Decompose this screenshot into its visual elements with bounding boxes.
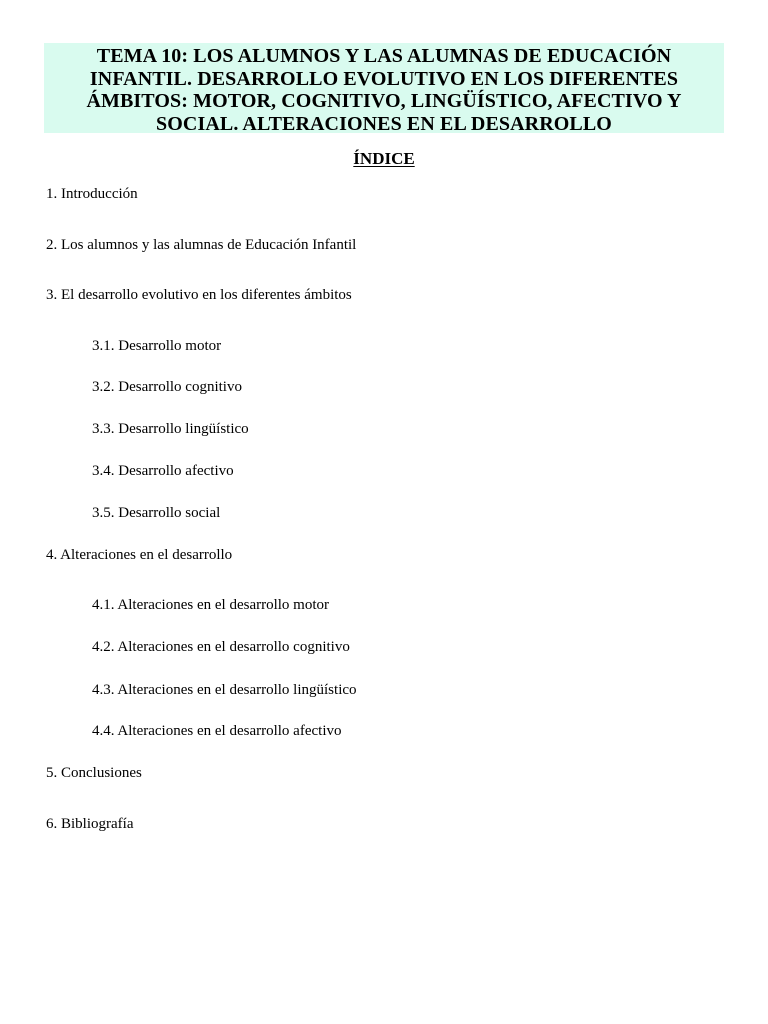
toc-item-desarrollo-evolutivo: 3. El desarrollo evolutivo en los diferentes ámbitos <box>46 287 352 303</box>
toc-item-alumnos: 2. Los alumnos y las alumnas de Educación Infantil <box>46 237 357 253</box>
toc-item-alteraciones-cognitivo: 4.2. Alteraciones en el desarrollo cognitivo <box>92 639 350 655</box>
toc-item-bibliografia: 6. Bibliografía <box>46 816 134 832</box>
toc-item-alteraciones-motor: 4.1. Alteraciones en el desarrollo motor <box>92 597 330 613</box>
toc-item-desarrollo-linguistico: 3.3. Desarrollo lingüístico <box>92 421 249 437</box>
toc-item-conclusiones: 5. Conclusiones <box>46 765 142 781</box>
index-heading: ÍNDICE <box>353 149 415 168</box>
toc-item-desarrollo-social: 3.5. Desarrollo social <box>92 505 221 521</box>
toc-item-introduccion: 1. Introducción <box>46 186 138 202</box>
document-title-box <box>44 43 724 133</box>
toc-item-alteraciones-afectivo: 4.4. Alteraciones en el desarrollo afectivo <box>92 723 342 739</box>
toc-item-desarrollo-cognitivo: 3.2. Desarrollo cognitivo <box>92 379 242 395</box>
document-title-line-3: ÁMBITOS: MOTOR, COGNITIVO, LINGÜÍSTICO, AFECTIVO Y <box>86 90 682 112</box>
toc-item-desarrollo-afectivo: 3.4. Desarrollo afectivo <box>92 463 234 479</box>
toc-item-desarrollo-motor: 3.1. Desarrollo motor <box>92 338 222 354</box>
toc-item-alteraciones-linguistico: 4.3. Alteraciones en el desarrollo lingüístico <box>92 682 357 698</box>
document-title-line-1: TEMA 10: LOS ALUMNOS Y LAS ALUMNAS DE EDUCACIÓN <box>96 45 672 67</box>
document-title-line-4: SOCIAL. ALTERACIONES EN EL DESARROLLO <box>156 112 612 135</box>
document-title-line-2: INFANTIL. DESARROLLO EVOLUTIVO EN LOS DIFERENTES <box>89 67 679 90</box>
toc-item-alteraciones: 4. Alteraciones en el desarrollo <box>46 547 233 563</box>
